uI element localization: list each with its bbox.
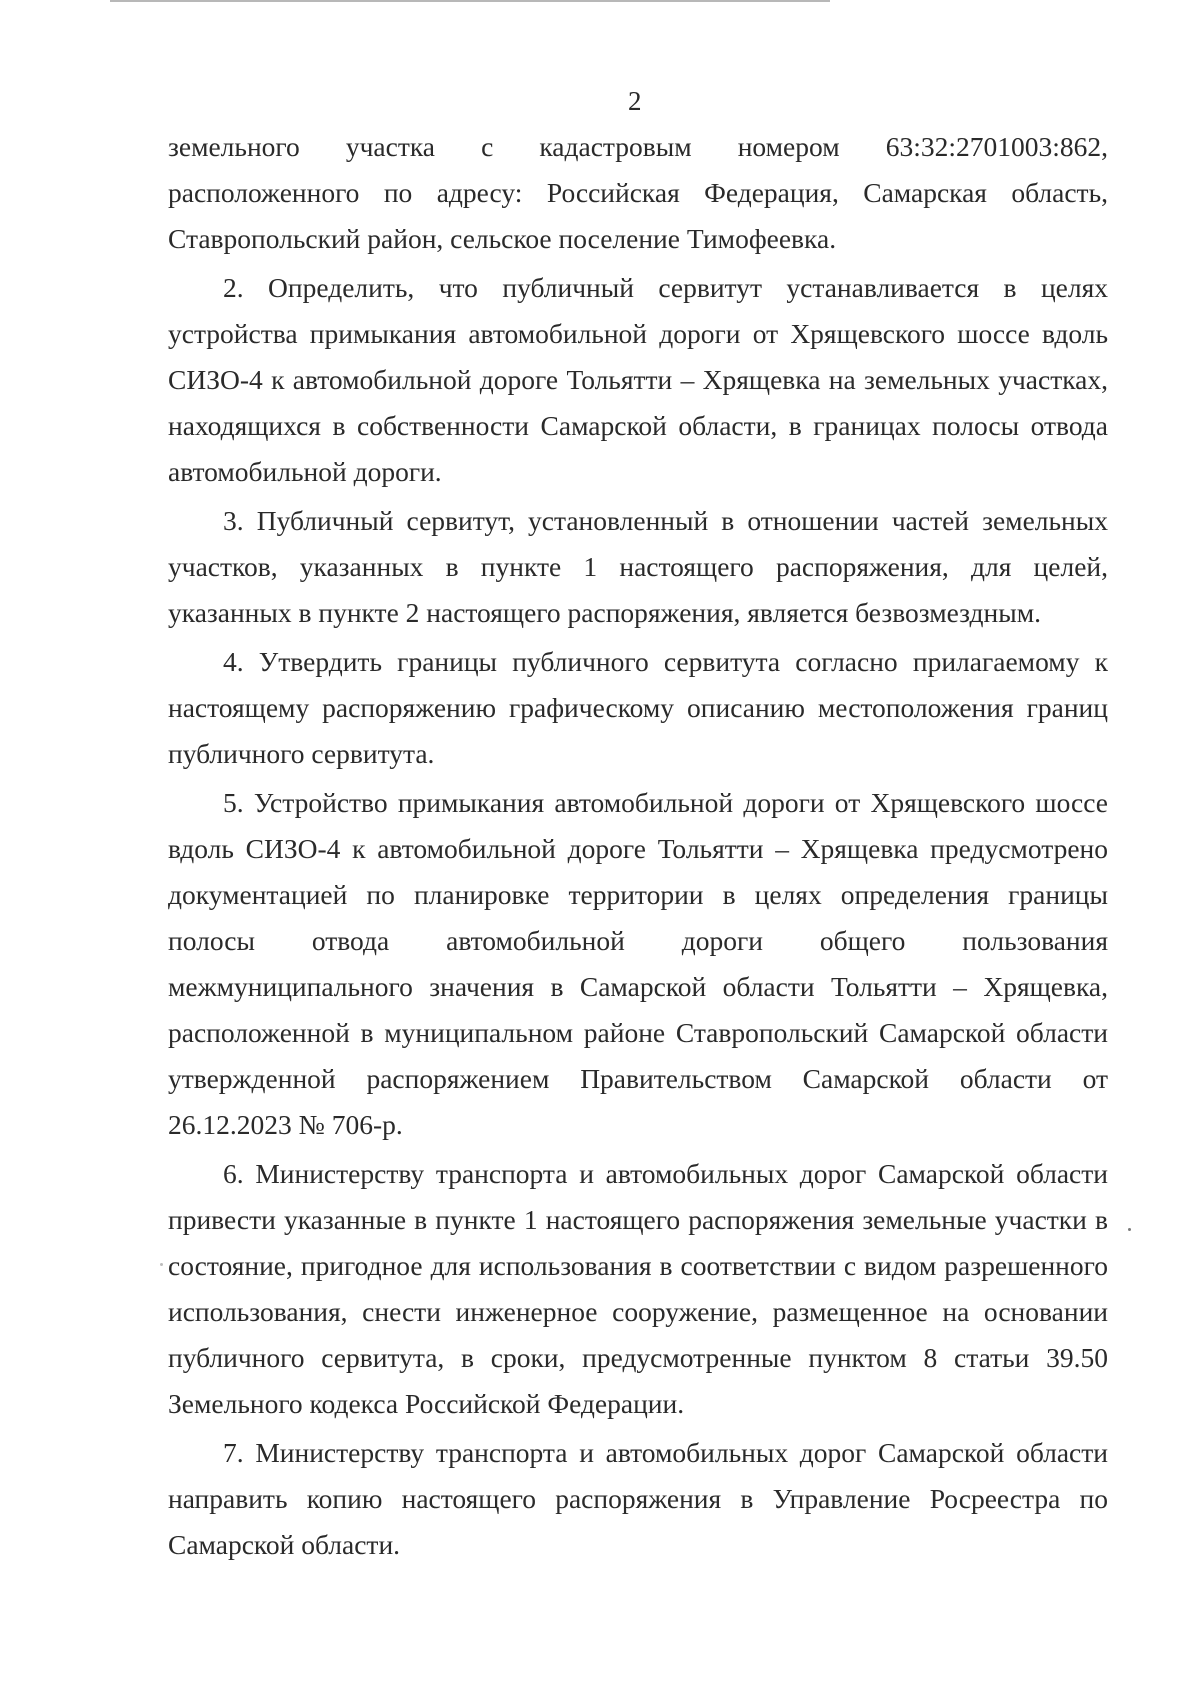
paragraph-item-4: 4. Утвердить границы публичного сервитута согласно прилагаемому к настоящему распоряжению графическому описанию местоположения границ публичного сервитута. <box>168 646 1108 769</box>
page-number: 2 <box>628 86 642 116</box>
paragraph-item-5: 5. Устройство примыкания автомобильной дороги от Хрящевского шоссе вдоль СИЗО-4 к автомобильной дороге Тольятти – Хрящевка предусмотрено документацией по планировке территории в целях определения границы полосы отвода автомобильной дороги общего пользования межмуниципального значения в Самарской области Тольятти – Хрящевка, расположенной в муниципальном районе Ставропольский Самарской области утвержденной распоряжением Правительством Самарской области от 26.12.2023 № 706-р. <box>168 787 1108 1140</box>
paragraph-item-2: 2. Определить, что публичный сервитут устанавливается в целях устройства примыкания автомобильной дороги от Хрящевского шоссе вдоль СИЗО-4 к автомобильной дороге Тольятти – Хрящевка на земельных участках, находящихся в собственности Самарской области, в границах полосы отвода автомобильной дороги. <box>168 272 1108 487</box>
paragraph-continuation: земельного участка с кадастровым номером 63:32:2701003:862, расположенного по адресу: Российская Федерация, Самарская область, Ставропольский район, сельское поселение Тимофеевка. <box>168 131 1108 254</box>
paragraph-item-6: 6. Министерству транспорта и автомобильных дорог Самарской области привести указанные в пункте 1 настоящего распоряжения земельные участки в состояние, пригодное для использования в соответствии с видом разрешенного использования, снести инженерное сооружение, размещенное на основании публичного сервитута, в сроки, предусмотренные пунктом 8 статьи 39.50 Земельного кодекса Российской Федерации. <box>168 1158 1108 1419</box>
document-body <box>168 124 1108 1568</box>
paragraph-item-7: 7. Министерству транспорта и автомобильных дорог Самарской области направить копию настоящего распоряжения в Управление Росреестра по Самарской области. <box>168 1437 1108 1560</box>
scan-speck <box>1128 1228 1131 1231</box>
scan-edge-line <box>110 0 830 2</box>
paragraph-item-3: 3. Публичный сервитут, установленный в отношении частей земельных участков, указанных в пункте 1 настоящего распоряжения, для целей, указанных в пункте 2 настоящего распоряжения, является безвозмездным. <box>168 505 1108 628</box>
scan-speck <box>160 1263 163 1266</box>
